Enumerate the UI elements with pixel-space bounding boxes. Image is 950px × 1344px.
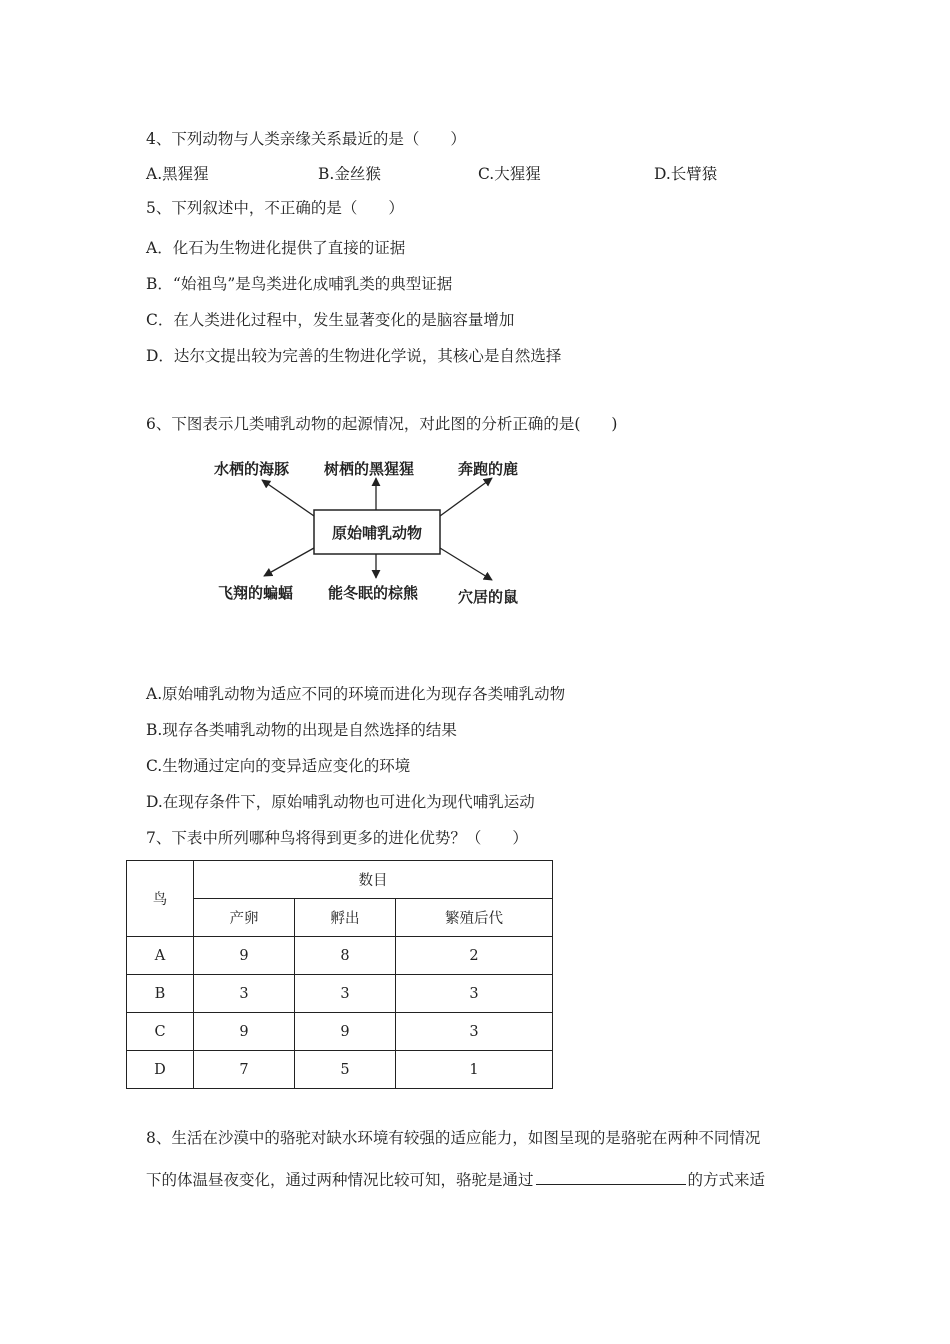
table-cell: 9 (194, 1013, 295, 1051)
column-header: 产卵 (194, 899, 295, 937)
table-cell: B (127, 975, 194, 1013)
arrow-bottom-right (440, 548, 492, 580)
q5-stem: 5、下列叙述中，不正确的是（ ） (146, 199, 404, 217)
q6-option-c: C.生物通过定向的变异适应变化的环境 (146, 757, 411, 775)
bird-table (126, 860, 553, 1089)
table-row (127, 975, 553, 1013)
q6-option-a: A.原始哺乳动物为适应不同的环境而进化为现存各类哺乳动物 (146, 685, 566, 703)
q5-option-d: D．达尔文提出较为完善的生物进化学说，其核心是自然选择 (146, 347, 562, 365)
label-mouse: 穴居的鼠 (458, 588, 519, 606)
label-dolphin: 水栖的海豚 (214, 460, 290, 478)
label-deer: 奔跑的鹿 (458, 460, 519, 478)
q4-option-b: B.金丝猴 (318, 165, 381, 183)
table-cell: 2 (396, 937, 553, 975)
q4-option-a: A.黑猩猩 (146, 165, 209, 183)
column-header: 孵出 (295, 899, 396, 937)
q5-option-c: C．在人类进化过程中，发生显著变化的是脑容量增加 (146, 311, 515, 329)
table-cell: 5 (295, 1051, 396, 1089)
label-bear: 能冬眠的棕熊 (328, 584, 419, 602)
q8-line2 (146, 1168, 765, 1190)
arrow-bottom-left (264, 548, 314, 576)
table-cell: 3 (194, 975, 295, 1013)
q8-line1: 8、生活在沙漠中的骆驼对缺水环境有较强的适应能力，如图呈现的是骆驼在两种不同情况 (146, 1129, 761, 1147)
q4-stem: 4、下列动物与人类亲缘关系最近的是（ ） (146, 130, 466, 148)
table-cell: 3 (396, 975, 553, 1013)
table-row (127, 1013, 553, 1051)
table-cell: 8 (295, 937, 396, 975)
q5-option-b: B．“始祖鸟”是鸟类进化成哺乳类的典型证据 (146, 275, 453, 293)
table-cell: 9 (194, 937, 295, 975)
table-cell: 9 (295, 1013, 396, 1051)
table-cell: D (127, 1051, 194, 1089)
arrow-top-right (440, 478, 492, 516)
center-label: 原始哺乳动物 (331, 524, 423, 542)
table-row (127, 1051, 553, 1089)
q5-option-a: A．化石为生物进化提供了直接的证据 (146, 239, 406, 257)
q6-option-b: B.现存各类哺乳动物的出现是自然选择的结果 (146, 721, 457, 739)
q8-line2-after: 的方式来适 (687, 1171, 766, 1189)
label-chimpanzee: 树栖的黑猩猩 (324, 460, 415, 478)
label-bat: 飞翔的蝙蝠 (218, 584, 294, 602)
q4-option-c: C.大猩猩 (478, 165, 541, 183)
arrow-top-left (262, 480, 314, 516)
table-group-header: 数目 (194, 861, 553, 899)
table-cell: C (127, 1013, 194, 1051)
q4-option-d: D.长臂猿 (654, 165, 718, 183)
table-row-header: 鸟 (127, 861, 194, 937)
table-cell: 1 (396, 1051, 553, 1089)
table-row (127, 937, 553, 975)
table-cell: 3 (396, 1013, 553, 1051)
column-header: 繁殖后代 (396, 899, 553, 937)
answer-blank[interactable] (536, 1168, 686, 1185)
table-cell: 7 (194, 1051, 295, 1089)
q8-line2-before: 下的体温昼夜变化，通过两种情况比较可知，骆驼是通过 (146, 1171, 534, 1189)
table-cell: A (127, 937, 194, 975)
q6-option-d: D.在现存条件下，原始哺乳动物也可进化为现代哺乳运动 (146, 793, 535, 811)
q6-stem: 6、下图表示几类哺乳动物的起源情况，对此图的分析正确的是( ) (146, 415, 618, 433)
evolution-diagram (200, 440, 560, 620)
q7-stem: 7、下表中所列哪种鸟将得到更多的进化优势？（ ） (146, 829, 528, 847)
table-cell: 3 (295, 975, 396, 1013)
